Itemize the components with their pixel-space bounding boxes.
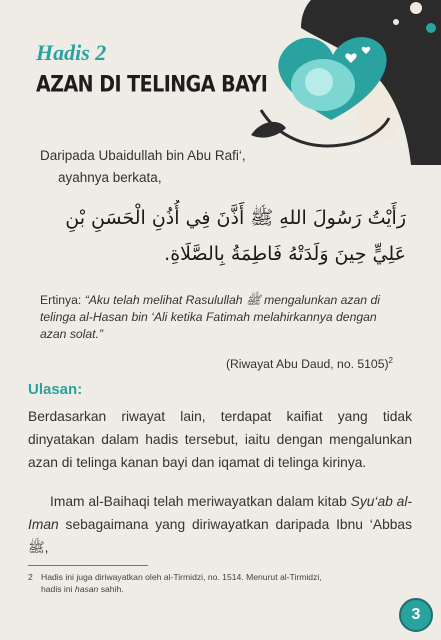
book-title: Syu‘ab al-Iman: [28, 494, 412, 532]
intro-line-1: Daripada Ubaidullah bin Abu Rafi‘,: [40, 148, 246, 163]
page-number: 3: [411, 606, 421, 623]
translation: [40, 292, 400, 343]
flower-icon: [393, 19, 399, 25]
footnote-text: [28, 571, 328, 595]
commentary-paragraph-1: Berdasarkan riwayat lain, terdapat kaifiat yang tidak dinyatakan dalam hadis tersebut, iaitu dengan mengalunkan azan di telinga kanan bayi dan iqamat di telinga kirinya.: [28, 409, 412, 470]
footnote-italic: hasan: [74, 584, 99, 594]
source-text: (Riwayat Abu Daud, no. 5105): [225, 357, 389, 372]
footnote-ref[interactable]: 2: [388, 356, 393, 365]
page-number-badge: [399, 598, 433, 632]
flower-icon: [426, 23, 436, 33]
translation-label: Ertinya:: [40, 293, 85, 307]
arabic-line-1: رَأَيْتُ رَسُولَ اللهِ ﷺ أَذَّنَ فِي أُذُنِ الْحَسَنِ بْنِ: [65, 207, 406, 229]
page-title: AZAN DI TELINGA BAYI: [36, 72, 268, 98]
arabic-line-2: عَلِيٍّ حِينَ وَلَدَتْهُ فَاطِمَةُ بِالصَّلَاةِ.: [164, 243, 406, 265]
paragraph2-part-b: sebagaimana yang diriwayatkan daripada Ibnu ‘Abbas ﷺ,: [28, 517, 412, 555]
arabic-text: [36, 200, 406, 272]
baby-head: [305, 68, 333, 96]
footnote-divider: [28, 565, 148, 566]
hadith-source: [226, 356, 393, 371]
commentary-heading: Ulasan:: [28, 381, 83, 398]
paragraph2-part-a: Imam al-Baihaqi telah meriwayatkan dalam kitab: [50, 494, 351, 509]
footnote: [28, 571, 328, 595]
hadith-intro: [40, 145, 290, 189]
footnote-text-b: sahih.: [98, 584, 124, 594]
footnote-text-a: Hadis ini juga diriwayatkan oleh al-Tirmidzi, no. 1514. Menurut al-Tirmidzi, hadis ini: [41, 572, 322, 594]
hadis-number: Hadis 2: [36, 40, 107, 65]
flower-icon: [410, 2, 422, 14]
intro-line-2: ayahnya berkata,: [58, 170, 162, 185]
footnote-number: 2: [28, 572, 33, 582]
translation-quote: “Aku telah melihat Rasulullah ﷺ mengalunkan azan di telinga al-Hasan bin ‘Ali ketika Fatimah melahirkannya dengan azan solat.”: [40, 293, 380, 341]
commentary-paragraph-2: [28, 490, 412, 559]
leaf-left: [251, 122, 286, 138]
